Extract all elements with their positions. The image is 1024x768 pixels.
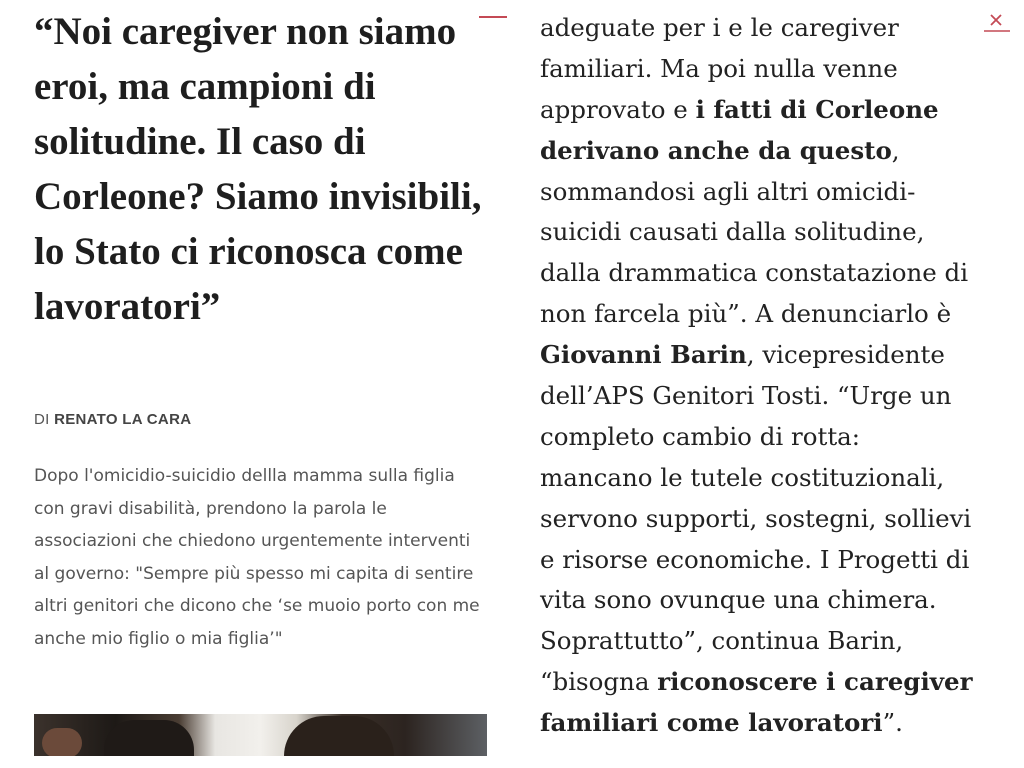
body-text-segment: non farcela più”. A denunciarlo è (540, 299, 952, 329)
article-body-column (512, 0, 1024, 768)
body-line (540, 212, 1010, 253)
body-bold-text: derivano anche da questo (540, 135, 892, 165)
accent-mark (479, 16, 507, 18)
body-line (540, 580, 1010, 621)
body-line (540, 335, 1010, 376)
body-bold-text: familiari come lavoratori (540, 708, 883, 738)
article-headline[interactable]: “Noi caregiver non siamo eroi, ma campioni di solitudine. Il caso di Corleone? Siamo invisibili, lo Stato ci riconosca come lavoratori” (34, 10, 482, 328)
body-text-segment: vita sono ovunque una chimera. (540, 585, 937, 615)
body-text-segment: ”. (882, 708, 903, 738)
body-text-segment: completo cambio di rotta: (540, 421, 861, 451)
body-line (540, 49, 1010, 90)
body-line (540, 621, 1010, 662)
body-bold-text: riconoscere i caregiver (657, 667, 973, 697)
body-line (540, 8, 1010, 49)
body-text-segment: e risorse economiche. I Progetti di (540, 544, 970, 574)
body-text-segment: approvato e (540, 94, 696, 124)
body-text-segment: familiari. Ma poi nulla venne (540, 53, 898, 83)
body-line (540, 131, 1010, 172)
body-text-segment: , (891, 135, 900, 165)
body-line (540, 417, 1010, 458)
body-text-segment: dalla drammatica constatazione di (540, 258, 969, 288)
body-line (540, 703, 1010, 744)
photo-figure (42, 728, 82, 756)
body-line (540, 172, 1010, 213)
body-line (540, 499, 1010, 540)
body-text-segment: , vicepresidente (746, 340, 945, 370)
photo-background (34, 714, 487, 756)
body-text-segment: suicidi causati dalla solitudine, (540, 217, 925, 247)
body-line (540, 540, 1010, 581)
article-summary: Dopo l'omicidio-suicidio dellla mamma sulla figlia con gravi disabilità, prendono la parola le associazioni che chiedono urgentemente interventi al governo: "Sempre più spesso mi capita di sentire altri genitori che dicono che ‘se muoio porto con me anche mio figlio o mia figlia’" (34, 466, 480, 649)
body-text-segment: “bisogna (540, 667, 658, 697)
byline-prefix: DI (34, 411, 50, 428)
body-line (540, 662, 1010, 703)
body-bold-text: i fatti di Corleone (695, 94, 939, 124)
body-text-segment: adeguate per i e le caregiver (540, 13, 899, 42)
body-text-segment: mancano le tutele costituzionali, (540, 462, 945, 492)
body-text-segment: dell’APS Genitori Tosti. “Urge un (540, 381, 952, 411)
byline-author[interactable]: RENATO LA CARA (54, 411, 192, 428)
body-line (540, 376, 1010, 417)
body-bold-text: Giovanni Barin (540, 340, 747, 370)
article-photo[interactable] (34, 714, 487, 756)
body-text-segment: Soprattutto”, continua Barin, (540, 626, 904, 656)
article-body-text (540, 8, 1010, 744)
body-line (540, 253, 1010, 294)
body-text-segment: sommandosi agli altri omicidi- (540, 176, 916, 206)
photo-figure (104, 720, 194, 756)
close-icon[interactable] (982, 10, 1012, 34)
body-text-segment: servono supporti, sostegni, sollievi (540, 503, 972, 533)
byline (34, 411, 191, 428)
body-line (540, 294, 1010, 335)
body-line (540, 458, 1010, 499)
body-line (540, 90, 1010, 131)
